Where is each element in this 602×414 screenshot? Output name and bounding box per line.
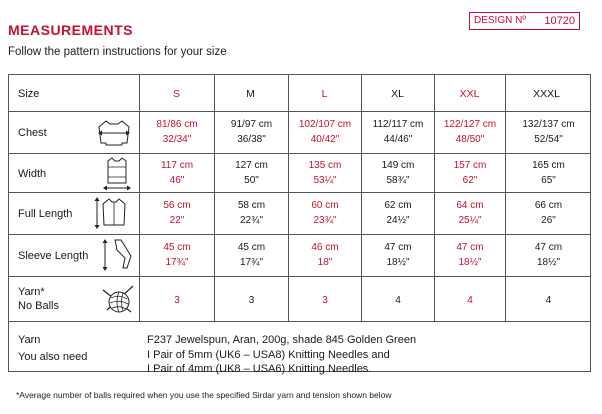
metric-value: 102/107 cm: [298, 119, 352, 130]
metric-value: 45 cm: [163, 242, 191, 253]
imperial-value: 22": [169, 215, 185, 226]
imperial-value: 44/46": [383, 134, 413, 145]
row-divider: [9, 192, 590, 193]
imperial-value: 50": [244, 175, 259, 186]
imperial-value: 52/54": [534, 134, 563, 145]
you-also-need-label: You also need: [18, 351, 88, 363]
measurement-cell: [140, 240, 214, 270]
imperial-value: 58¾": [386, 175, 410, 186]
imperial-value: 22¾": [239, 215, 263, 226]
metric-value: 165 cm: [532, 160, 565, 171]
metric-value: 117 cm: [160, 160, 194, 171]
imperial-value: 17¾": [239, 257, 263, 268]
row-label-sleeve-length: Sleeve Length: [18, 250, 89, 262]
imperial-value: 18": [317, 257, 333, 268]
measurement-cell: [435, 158, 505, 188]
imperial-value: 32/34": [162, 134, 192, 145]
imperial-value: 18½": [386, 257, 410, 268]
imperial-value: 46": [169, 175, 185, 186]
metric-value: 149 cm: [381, 160, 415, 171]
metric-value: 112/117 cm: [372, 119, 424, 130]
measurement-cell: [362, 198, 434, 228]
measurement-cell: [289, 117, 361, 147]
measurements-table: [8, 74, 591, 375]
balls-count-cell: 3: [174, 295, 180, 306]
measurement-cell: [362, 158, 434, 188]
imperial-value: 26": [541, 215, 556, 226]
row-divider: [9, 234, 590, 235]
measurement-cell: [362, 240, 434, 270]
metric-value: 157 cm: [453, 160, 487, 171]
footnote: *Average number of balls required when you use the specified Sirdar yarn and tension shown below: [16, 390, 392, 400]
size-label: Size: [18, 88, 40, 100]
imperial-value: 23¾": [313, 215, 337, 226]
measurement-cell: [289, 198, 361, 228]
size-header-xxl: XXL: [459, 88, 480, 100]
measurement-cell: [140, 158, 214, 188]
measurement-cell: [506, 240, 591, 270]
metric-value: 56 cm: [163, 200, 191, 211]
metric-value: 47 cm: [534, 242, 563, 253]
measurement-cell: [362, 117, 434, 147]
subtitle: Follow the pattern instructions for your size: [8, 46, 227, 58]
imperial-value: 24½": [386, 215, 410, 226]
measurement-cell: [140, 198, 214, 228]
balls-count-cell: 3: [248, 295, 255, 306]
needles-line-1: I Pair of 5mm (UK6 – USA8) Knitting Needles and: [147, 349, 390, 361]
yarn-label: Yarn: [18, 334, 41, 346]
measurement-cell: [140, 117, 214, 147]
metric-value: 122/127 cm: [443, 119, 497, 130]
measurement-cell: [289, 240, 361, 270]
size-header-s: S: [172, 88, 180, 100]
balls-count-cell: 4: [467, 295, 473, 306]
metric-value: 47 cm: [384, 242, 412, 253]
design-label: DESIGN Nº: [474, 15, 526, 26]
measurement-cell: [506, 117, 591, 147]
row-divider: [9, 153, 590, 154]
measurement-cell: [506, 198, 591, 228]
metric-value: 91/97 cm: [230, 119, 273, 130]
imperial-value: 62": [462, 175, 478, 186]
balls-count-cell: 4: [545, 295, 552, 306]
design-number-box: [469, 12, 580, 30]
metric-value: 135 cm: [308, 160, 342, 171]
page-title: MEASUREMENTS: [8, 22, 134, 38]
chest-garment-icon: [94, 115, 134, 149]
measurement-cell: [435, 117, 505, 147]
row-divider: [9, 321, 590, 322]
yarn-ball-icon: [101, 280, 135, 316]
imperial-value: 18½": [536, 257, 560, 268]
imperial-value: 17¾": [165, 257, 189, 268]
metric-value: 58 cm: [237, 200, 266, 211]
measurement-cell: [506, 158, 591, 188]
measurement-cell: [215, 117, 288, 147]
metric-value: 60 cm: [311, 200, 339, 211]
measurement-cell: [215, 158, 288, 188]
metric-value: 66 cm: [534, 200, 563, 211]
metric-value: 62 cm: [384, 200, 412, 211]
row-label-full-length: Full Length: [18, 208, 73, 220]
imperial-value: 53¼": [313, 175, 337, 186]
imperial-value: 36/38": [237, 134, 266, 145]
row-label-no-balls: No Balls: [18, 300, 59, 312]
imperial-value: 48/50": [455, 134, 485, 145]
size-header-l: L: [321, 88, 328, 100]
balls-count-cell: 4: [395, 295, 401, 306]
measurement-cell: [435, 198, 505, 228]
row-label-yarn: Yarn*: [18, 286, 45, 298]
measurement-cell: [215, 240, 288, 270]
imperial-value: 18½": [458, 257, 482, 268]
design-number: 10720: [544, 15, 575, 27]
needles-line-2: I Pair of 4mm (UK8 – USA6) Knitting Needles.: [147, 363, 372, 375]
measurement-cell: [435, 240, 505, 270]
metric-value: 64 cm: [456, 200, 484, 211]
balls-count-cell: 3: [322, 295, 328, 306]
row-divider: [9, 276, 590, 277]
width-garment-icon: [99, 155, 135, 191]
row-label-width: Width: [18, 168, 47, 180]
size-header-xl: XL: [391, 88, 404, 100]
measurement-cell: [289, 158, 361, 188]
length-garment-icon: [91, 195, 133, 231]
metric-value: 46 cm: [311, 242, 339, 253]
imperial-value: 25¼": [458, 215, 482, 226]
imperial-value: 65": [541, 175, 556, 186]
size-header-xxxl: XXXL: [533, 88, 560, 100]
row-divider: [9, 111, 590, 112]
size-header-m: M: [246, 88, 255, 100]
yarn-spec: F237 Jewelspun, Aran, 200g, shade 845 Golden Green: [147, 334, 417, 346]
metric-value: 81/86 cm: [156, 119, 198, 130]
metric-value: 132/137 cm: [522, 119, 575, 130]
metric-value: 47 cm: [456, 242, 484, 253]
metric-value: 127 cm: [235, 160, 268, 171]
imperial-value: 40/42": [310, 134, 340, 145]
row-label-chest: Chest: [18, 127, 47, 139]
sleeve-garment-icon: [101, 236, 135, 274]
measurement-cell: [215, 198, 288, 228]
metric-value: 45 cm: [237, 242, 266, 253]
